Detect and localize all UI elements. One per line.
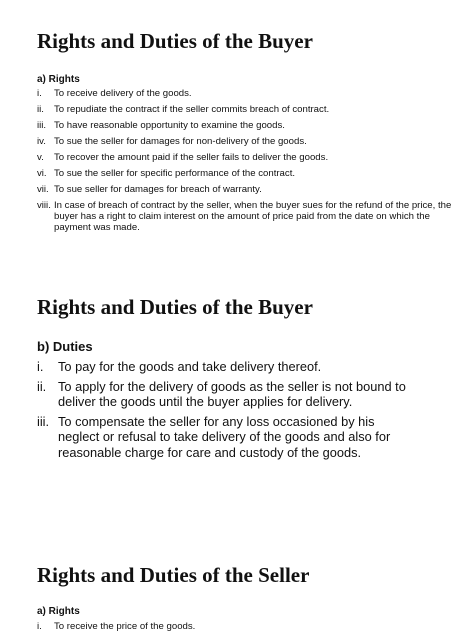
- item-text: To pay for the goods and take delivery thereof.: [58, 359, 322, 374]
- list-item: [37, 120, 457, 131]
- item-number: vii.: [37, 184, 49, 195]
- item-text: To have reasonable opportunity to examine the goods.: [54, 120, 285, 131]
- rights-list: [37, 88, 457, 238]
- item-number: i.: [37, 88, 42, 99]
- list-item: [37, 621, 457, 632]
- item-number: iii.: [37, 120, 47, 131]
- item-text: In case of breach of contract by the seller, when the buyer sues for the refund of the price, the buyer has a right to claim interest on the amount of price paid from the date on which the payment was made.: [54, 200, 452, 234]
- item-text: To compensate the seller for any loss occasioned by his neglect or refusal to take delivery of the goods and also for reasonable charge for care and custody of the goods.: [58, 414, 391, 460]
- list-item: [37, 168, 457, 179]
- list-item: [37, 184, 457, 195]
- list-item: [37, 104, 457, 115]
- list-item: [37, 359, 407, 374]
- item-text: To sue seller for damages for breach of warranty.: [54, 184, 262, 195]
- section-heading: a) Rights: [37, 606, 80, 617]
- list-item: [37, 379, 407, 410]
- list-item: [37, 88, 457, 99]
- item-text: To apply for the delivery of goods as the seller is not bound to deliver the goods until the buyer applies for delivery.: [58, 378, 406, 410]
- duties-list: [37, 359, 407, 465]
- slide-title: Rights and Duties of the Seller: [37, 563, 310, 587]
- item-number: vi.: [37, 168, 47, 179]
- rights-list: [37, 621, 457, 637]
- item-text: To sue the seller for specific performance of the contract.: [54, 168, 296, 179]
- item-number: viii.: [37, 200, 51, 211]
- list-item: [37, 136, 457, 147]
- slide-seller-rights: [0, 550, 474, 632]
- item-text: To receive the price of the goods.: [54, 621, 196, 632]
- slide-title: Rights and Duties of the Buyer: [37, 295, 313, 319]
- item-number: ii.: [37, 104, 44, 115]
- slide-title: Rights and Duties of the Buyer: [37, 29, 313, 53]
- item-number: v.: [37, 152, 44, 163]
- item-number: iii.: [37, 414, 50, 429]
- item-text: To repudiate the contract if the seller commits breach of contract.: [54, 104, 330, 115]
- section-heading: a) Rights: [37, 74, 80, 85]
- list-item: [37, 152, 457, 163]
- item-number: i.: [37, 359, 44, 374]
- list-item: [37, 200, 457, 234]
- slide-buyer-rights: [0, 0, 474, 270]
- item-text: To sue the seller for damages for non-delivery of the goods.: [54, 136, 307, 147]
- item-text: To recover the amount paid if the seller fails to deliver the goods.: [54, 152, 329, 163]
- list-item: [37, 414, 407, 460]
- section-heading: b) Duties: [37, 339, 93, 354]
- item-number: i.: [37, 621, 42, 632]
- item-text: To receive delivery of the goods.: [54, 88, 192, 99]
- item-number: iv.: [37, 136, 46, 147]
- slide-buyer-duties: [0, 270, 474, 550]
- item-number: ii.: [37, 378, 47, 394]
